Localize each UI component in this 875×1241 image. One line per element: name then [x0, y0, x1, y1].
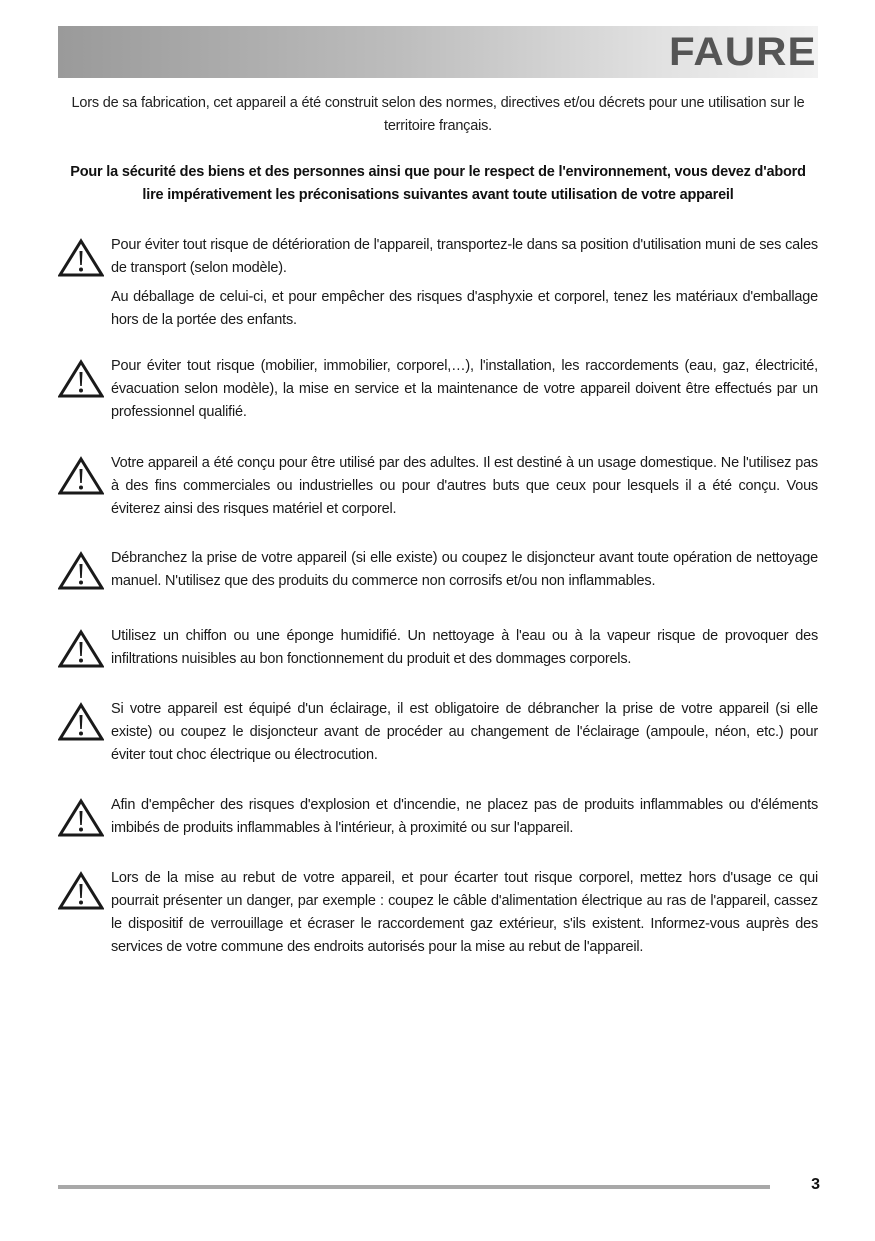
warning-item	[58, 355, 818, 430]
warning-item	[58, 547, 818, 599]
warning-text: Utilisez un chiffon ou une éponge humidifié. Un nettoyage à l'eau ou à la vapeur risque de provoquer des infiltrations nuisibles au bon fonctionnement du produit et des dommages corporels.	[111, 628, 818, 667]
warning-text: Au déballage de celui-ci, et pour empêcher des risques d'asphyxie et corporel, tenez les matériaux d'emballage hors de la portée des enfants.	[111, 289, 818, 328]
footer-rule	[58, 1185, 770, 1189]
safety-lead: Pour la sécurité des biens et des personnes ainsi que pour le respect de l'environnement, vous devez d'abord lire impérativement les préconisations suivantes avant toute utilisation de votre appareil	[70, 164, 806, 203]
warning-triangle-icon	[58, 629, 104, 669]
warning-triangle-icon	[58, 702, 104, 742]
warning-item	[58, 794, 818, 846]
warning-item	[58, 625, 818, 677]
warning-item	[58, 234, 818, 338]
warning-text: Si votre appareil est équipé d'un éclairage, il est obligatoire de débrancher la prise de votre appareil (si elle existe) ou coupez le disjoncteur avant de procéder au changement de l'éclairage (ampoule, néon, etc.) pour éviter tout choc électrique ou électrocution.	[111, 701, 818, 763]
warning-triangle-icon	[58, 798, 104, 838]
warning-triangle-icon	[58, 238, 104, 278]
warning-text: Votre appareil a été conçu pour être utilisé par des adultes. Il est destiné à un usage domestique. Ne l'utilisez pas à des fins commerciales ou industrielles ou pour d'autres buts que ceux pour lesquels il a été conçu. Vous éviterez ainsi des risques matériel et corporel.	[111, 455, 818, 517]
warning-text: Afin d'empêcher des risques d'explosion et d'incendie, ne placez pas de produits inflammables ou d'éléments imbibés de produits inflammables à l'intérieur, à proximité ou sur l'appareil.	[111, 797, 818, 836]
warning-item	[58, 698, 818, 773]
warning-triangle-icon	[58, 456, 104, 496]
warning-item	[58, 867, 818, 965]
warning-triangle-icon	[58, 551, 104, 591]
warning-item	[58, 452, 818, 527]
page-number: 3	[811, 1176, 820, 1193]
warning-triangle-icon	[58, 359, 104, 399]
warning-text: Pour éviter tout risque de détérioration de l'appareil, transportez-le dans sa position d'utilisation muni de ses cales de transport (selon modèle).	[111, 237, 818, 276]
warning-text: Pour éviter tout risque (mobilier, immobilier, corporel,…), l'installation, les raccordements (eau, gaz, électricité, évacuation selon modèle), la mise en service et la maintenance de votre appareil doivent être effectués par un professionnel qualifié.	[111, 358, 818, 420]
brand-logo: FAURE	[669, 30, 817, 74]
warning-triangle-icon	[58, 871, 104, 911]
warning-text: Débranchez la prise de votre appareil (si elle existe) ou coupez le disjoncteur avant toute opération de nettoyage manuel. N'utilisez que des produits du commerce non corrosifs et/ou non inflammables.	[111, 550, 818, 589]
warning-text: Lors de la mise au rebut de votre appareil, et pour écarter tout risque corporel, mettez hors d'usage ce qui pourrait présenter un danger, par exemple : coupez le câble d'alimentation électrique au ras de l'appareil, cassez le dispositif de verrouillage et écraser le raccordement gaz extérieur, s'ils existent. Informez-vous auprès des services de votre commune des endroits autorisés pour la mise au rebut de l'appareil.	[111, 870, 818, 955]
intro-text: Lors de sa fabrication, cet appareil a été construit selon des normes, directives et/ou décrets pour une utilisation sur le territoire français.	[71, 95, 805, 134]
